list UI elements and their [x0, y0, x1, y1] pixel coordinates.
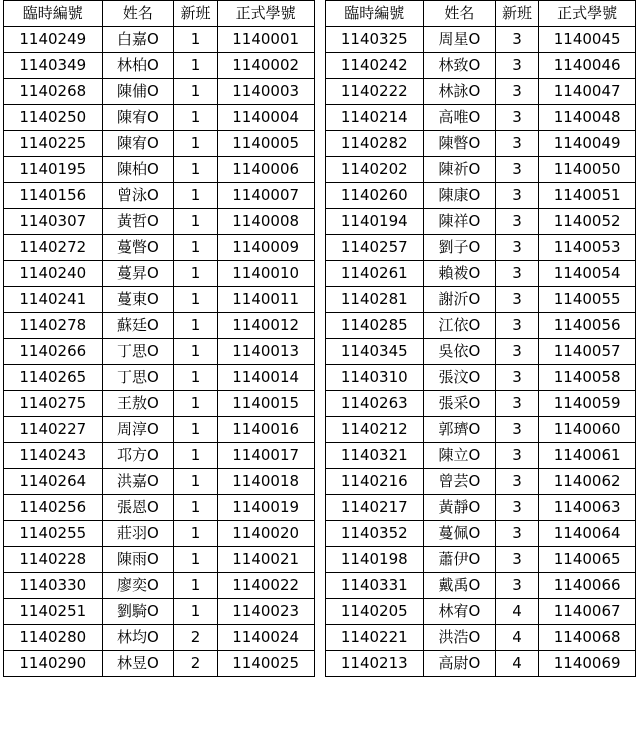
cell-formal-id: 1140068: [539, 625, 636, 651]
table-header-left: [4, 1, 315, 27]
cell-formal-id: 1140055: [539, 287, 636, 313]
cell-formal-id: 1140049: [539, 131, 636, 157]
cell-temp-id: 1140241: [4, 287, 103, 313]
table-header-row: [4, 1, 315, 27]
table-row: [4, 625, 315, 651]
cell-new-class: 1: [174, 235, 218, 261]
cell-temp-id: 1140205: [325, 599, 424, 625]
table-body-left: [4, 27, 315, 677]
cell-formal-id: 1140065: [539, 547, 636, 573]
column-header-temp-id: 臨時編號: [325, 1, 424, 27]
cell-temp-id: 1140325: [325, 27, 424, 53]
table-row: [4, 183, 315, 209]
table-row: [325, 391, 636, 417]
cell-formal-id: 1140060: [539, 417, 636, 443]
cell-name: 林柏O: [102, 53, 174, 79]
cell-formal-id: 1140063: [539, 495, 636, 521]
table-row: [325, 599, 636, 625]
table-row: [4, 495, 315, 521]
cell-name: 張采O: [424, 391, 496, 417]
cell-name: 林詠O: [424, 79, 496, 105]
cell-name: 白嘉O: [102, 27, 174, 53]
cell-new-class: 3: [495, 573, 539, 599]
cell-name: 戴禹O: [424, 573, 496, 599]
cell-name: 曾芸O: [424, 469, 496, 495]
table-row: [325, 261, 636, 287]
cell-formal-id: 1140052: [539, 209, 636, 235]
cell-name: 劉騎O: [102, 599, 174, 625]
cell-formal-id: 1140020: [217, 521, 314, 547]
cell-formal-id: 1140051: [539, 183, 636, 209]
cell-new-class: 3: [495, 495, 539, 521]
table-row: [325, 365, 636, 391]
cell-name: 陳暼O: [424, 131, 496, 157]
cell-temp-id: 1140257: [325, 235, 424, 261]
cell-new-class: 1: [174, 183, 218, 209]
cell-name: 江依O: [424, 313, 496, 339]
cell-new-class: 1: [174, 391, 218, 417]
cell-name: 洪浩O: [424, 625, 496, 651]
cell-new-class: 1: [174, 521, 218, 547]
roster-table-left: [3, 0, 315, 677]
cell-name: 陳雨O: [102, 547, 174, 573]
cell-name: 蔓昇O: [102, 261, 174, 287]
cell-temp-id: 1140242: [325, 53, 424, 79]
table-row: [325, 131, 636, 157]
table-row: [325, 183, 636, 209]
cell-name: 劉子O: [424, 235, 496, 261]
cell-temp-id: 1140198: [325, 547, 424, 573]
cell-name: 林致O: [424, 53, 496, 79]
cell-new-class: 1: [174, 79, 218, 105]
cell-temp-id: 1140225: [4, 131, 103, 157]
cell-new-class: 3: [495, 131, 539, 157]
cell-new-class: 3: [495, 417, 539, 443]
cell-formal-id: 1140053: [539, 235, 636, 261]
table-row: [4, 339, 315, 365]
cell-formal-id: 1140013: [217, 339, 314, 365]
cell-temp-id: 1140278: [4, 313, 103, 339]
cell-temp-id: 1140256: [4, 495, 103, 521]
cell-name: 郭璾O: [424, 417, 496, 443]
column-header-formal-id: 正式學號: [217, 1, 314, 27]
cell-formal-id: 1140069: [539, 651, 636, 677]
cell-name: 高唯O: [424, 105, 496, 131]
column-header-formal-id: 正式學號: [539, 1, 636, 27]
cell-new-class: 4: [495, 625, 539, 651]
cell-temp-id: 1140275: [4, 391, 103, 417]
cell-temp-id: 1140212: [325, 417, 424, 443]
cell-name: 丁思O: [102, 365, 174, 391]
cell-name: 洪嘉O: [102, 469, 174, 495]
table-row: [325, 287, 636, 313]
cell-name: 林昱O: [102, 651, 174, 677]
cell-name: 林均O: [102, 625, 174, 651]
cell-new-class: 3: [495, 209, 539, 235]
table-row: [325, 521, 636, 547]
cell-formal-id: 1140009: [217, 235, 314, 261]
cell-formal-id: 1140059: [539, 391, 636, 417]
table-row: [4, 261, 315, 287]
cell-temp-id: 1140352: [325, 521, 424, 547]
cell-temp-id: 1140260: [325, 183, 424, 209]
table-row: [325, 27, 636, 53]
cell-formal-id: 1140050: [539, 157, 636, 183]
cell-formal-id: 1140007: [217, 183, 314, 209]
table-row: [325, 209, 636, 235]
cell-formal-id: 1140045: [539, 27, 636, 53]
cell-temp-id: 1140195: [4, 157, 103, 183]
cell-new-class: 1: [174, 287, 218, 313]
cell-name: 廖奕O: [102, 573, 174, 599]
cell-name: 邛方O: [102, 443, 174, 469]
cell-temp-id: 1140282: [325, 131, 424, 157]
cell-new-class: 1: [174, 365, 218, 391]
table-header-row: [325, 1, 636, 27]
table-row: [4, 417, 315, 443]
cell-new-class: 3: [495, 79, 539, 105]
table-row: [325, 651, 636, 677]
cell-formal-id: 1140022: [217, 573, 314, 599]
table-row: [4, 27, 315, 53]
table-row: [325, 495, 636, 521]
table-row: [325, 625, 636, 651]
roster-table-left-wrap: [3, 0, 315, 677]
cell-new-class: 1: [174, 599, 218, 625]
cell-formal-id: 1140001: [217, 27, 314, 53]
cell-formal-id: 1140066: [539, 573, 636, 599]
cell-formal-id: 1140016: [217, 417, 314, 443]
cell-temp-id: 1140227: [4, 417, 103, 443]
cell-temp-id: 1140202: [325, 157, 424, 183]
cell-name: 周淳O: [102, 417, 174, 443]
cell-formal-id: 1140061: [539, 443, 636, 469]
cell-new-class: 2: [174, 651, 218, 677]
table-row: [325, 417, 636, 443]
cell-formal-id: 1140021: [217, 547, 314, 573]
table-row: [325, 573, 636, 599]
table-row: [4, 651, 315, 677]
cell-formal-id: 1140057: [539, 339, 636, 365]
cell-name: 吳依O: [424, 339, 496, 365]
cell-new-class: 3: [495, 443, 539, 469]
cell-name: 蔓佩O: [424, 521, 496, 547]
cell-name: 陳祈O: [424, 157, 496, 183]
cell-name: 陳俌O: [102, 79, 174, 105]
cell-temp-id: 1140156: [4, 183, 103, 209]
cell-new-class: 3: [495, 391, 539, 417]
cell-new-class: 3: [495, 261, 539, 287]
cell-name: 蘇廷O: [102, 313, 174, 339]
cell-formal-id: 1140003: [217, 79, 314, 105]
cell-new-class: 1: [174, 157, 218, 183]
table-row: [325, 469, 636, 495]
table-row: [4, 573, 315, 599]
table-row: [325, 443, 636, 469]
cell-new-class: 1: [174, 469, 218, 495]
table-row: [325, 105, 636, 131]
cell-temp-id: 1140251: [4, 599, 103, 625]
cell-formal-id: 1140014: [217, 365, 314, 391]
cell-temp-id: 1140213: [325, 651, 424, 677]
cell-formal-id: 1140024: [217, 625, 314, 651]
column-header-name: 姓名: [424, 1, 496, 27]
cell-formal-id: 1140002: [217, 53, 314, 79]
cell-name: 謝沂O: [424, 287, 496, 313]
cell-formal-id: 1140023: [217, 599, 314, 625]
cell-temp-id: 1140243: [4, 443, 103, 469]
cell-name: 賴袯O: [424, 261, 496, 287]
cell-formal-id: 1140046: [539, 53, 636, 79]
table-row: [4, 157, 315, 183]
cell-temp-id: 1140285: [325, 313, 424, 339]
cell-new-class: 1: [174, 27, 218, 53]
cell-name: 莊羽O: [102, 521, 174, 547]
cell-formal-id: 1140067: [539, 599, 636, 625]
cell-temp-id: 1140268: [4, 79, 103, 105]
table-row: [4, 313, 315, 339]
cell-temp-id: 1140216: [325, 469, 424, 495]
cell-name: 張汶O: [424, 365, 496, 391]
cell-name: 丁思O: [102, 339, 174, 365]
cell-temp-id: 1140290: [4, 651, 103, 677]
cell-new-class: 1: [174, 209, 218, 235]
cell-temp-id: 1140222: [325, 79, 424, 105]
cell-temp-id: 1140349: [4, 53, 103, 79]
cell-name: 黃靜O: [424, 495, 496, 521]
cell-name: 陳宥O: [102, 131, 174, 157]
cell-new-class: 1: [174, 339, 218, 365]
cell-temp-id: 1140217: [325, 495, 424, 521]
cell-formal-id: 1140056: [539, 313, 636, 339]
roster-table-right: [325, 0, 636, 677]
cell-new-class: 1: [174, 573, 218, 599]
cell-temp-id: 1140261: [325, 261, 424, 287]
cell-new-class: 3: [495, 521, 539, 547]
cell-temp-id: 1140221: [325, 625, 424, 651]
cell-temp-id: 1140321: [325, 443, 424, 469]
table-row: [4, 443, 315, 469]
table-row: [325, 235, 636, 261]
cell-temp-id: 1140249: [4, 27, 103, 53]
table-header-right: [325, 1, 636, 27]
cell-name: 陳柏O: [102, 157, 174, 183]
cell-formal-id: 1140064: [539, 521, 636, 547]
cell-name: 高尉O: [424, 651, 496, 677]
cell-temp-id: 1140330: [4, 573, 103, 599]
cell-new-class: 3: [495, 53, 539, 79]
cell-new-class: 3: [495, 105, 539, 131]
table-row: [325, 79, 636, 105]
table-row: [4, 131, 315, 157]
table-row: [4, 599, 315, 625]
cell-name: 張恩O: [102, 495, 174, 521]
cell-name: 蔓暼O: [102, 235, 174, 261]
cell-name: 蔓東O: [102, 287, 174, 313]
table-row: [4, 521, 315, 547]
table-body-right: [325, 27, 636, 677]
table-row: [4, 235, 315, 261]
column-header-new-class: 新班: [495, 1, 539, 27]
cell-name: 陳立O: [424, 443, 496, 469]
cell-new-class: 1: [174, 53, 218, 79]
cell-temp-id: 1140255: [4, 521, 103, 547]
cell-formal-id: 1140018: [217, 469, 314, 495]
cell-formal-id: 1140006: [217, 157, 314, 183]
cell-temp-id: 1140250: [4, 105, 103, 131]
cell-formal-id: 1140048: [539, 105, 636, 131]
column-header-temp-id: 臨時編號: [4, 1, 103, 27]
table-row: [325, 339, 636, 365]
cell-new-class: 3: [495, 183, 539, 209]
table-row: [4, 209, 315, 235]
cell-new-class: 1: [174, 495, 218, 521]
cell-temp-id: 1140240: [4, 261, 103, 287]
cell-new-class: 3: [495, 547, 539, 573]
cell-name: 周星O: [424, 27, 496, 53]
table-row: [325, 547, 636, 573]
cell-formal-id: 1140012: [217, 313, 314, 339]
cell-temp-id: 1140307: [4, 209, 103, 235]
cell-temp-id: 1140264: [4, 469, 103, 495]
cell-new-class: 1: [174, 131, 218, 157]
cell-name: 黃哲O: [102, 209, 174, 235]
column-header-new-class: 新班: [174, 1, 218, 27]
cell-formal-id: 1140054: [539, 261, 636, 287]
cell-formal-id: 1140010: [217, 261, 314, 287]
cell-temp-id: 1140272: [4, 235, 103, 261]
table-row: [325, 157, 636, 183]
cell-name: 蕭伊O: [424, 547, 496, 573]
cell-temp-id: 1140331: [325, 573, 424, 599]
cell-new-class: 3: [495, 339, 539, 365]
cell-new-class: 3: [495, 235, 539, 261]
cell-formal-id: 1140004: [217, 105, 314, 131]
cell-new-class: 2: [174, 625, 218, 651]
cell-name: 陳康O: [424, 183, 496, 209]
cell-new-class: 3: [495, 157, 539, 183]
table-row: [4, 391, 315, 417]
cell-formal-id: 1140062: [539, 469, 636, 495]
cell-name: 陳宥O: [102, 105, 174, 131]
cell-new-class: 1: [174, 105, 218, 131]
cell-new-class: 1: [174, 313, 218, 339]
cell-temp-id: 1140265: [4, 365, 103, 391]
table-row: [4, 287, 315, 313]
cell-temp-id: 1140281: [325, 287, 424, 313]
table-row: [4, 469, 315, 495]
cell-name: 王敖O: [102, 391, 174, 417]
cell-new-class: 3: [495, 27, 539, 53]
cell-formal-id: 1140005: [217, 131, 314, 157]
cell-new-class: 1: [174, 261, 218, 287]
cell-new-class: 4: [495, 599, 539, 625]
cell-temp-id: 1140194: [325, 209, 424, 235]
cell-new-class: 1: [174, 547, 218, 573]
cell-formal-id: 1140017: [217, 443, 314, 469]
cell-temp-id: 1140263: [325, 391, 424, 417]
cell-temp-id: 1140214: [325, 105, 424, 131]
cell-new-class: 1: [174, 417, 218, 443]
cell-temp-id: 1140266: [4, 339, 103, 365]
cell-name: 陳祥O: [424, 209, 496, 235]
table-row: [4, 53, 315, 79]
cell-formal-id: 1140008: [217, 209, 314, 235]
table-row: [325, 53, 636, 79]
cell-formal-id: 1140019: [217, 495, 314, 521]
table-row: [4, 365, 315, 391]
cell-new-class: 3: [495, 469, 539, 495]
cell-temp-id: 1140228: [4, 547, 103, 573]
cell-new-class: 3: [495, 313, 539, 339]
roster-table-right-wrap: [325, 0, 636, 677]
cell-new-class: 1: [174, 443, 218, 469]
table-row: [325, 313, 636, 339]
cell-name: 林宥O: [424, 599, 496, 625]
cell-name: 曾泳O: [102, 183, 174, 209]
table-row: [4, 105, 315, 131]
cell-new-class: 3: [495, 287, 539, 313]
table-row: [4, 547, 315, 573]
cell-formal-id: 1140058: [539, 365, 636, 391]
table-row: [4, 79, 315, 105]
cell-formal-id: 1140011: [217, 287, 314, 313]
column-header-name: 姓名: [102, 1, 174, 27]
cell-new-class: 4: [495, 651, 539, 677]
cell-formal-id: 1140025: [217, 651, 314, 677]
cell-temp-id: 1140345: [325, 339, 424, 365]
cell-formal-id: 1140047: [539, 79, 636, 105]
cell-formal-id: 1140015: [217, 391, 314, 417]
cell-new-class: 3: [495, 365, 539, 391]
cell-temp-id: 1140310: [325, 365, 424, 391]
cell-temp-id: 1140280: [4, 625, 103, 651]
